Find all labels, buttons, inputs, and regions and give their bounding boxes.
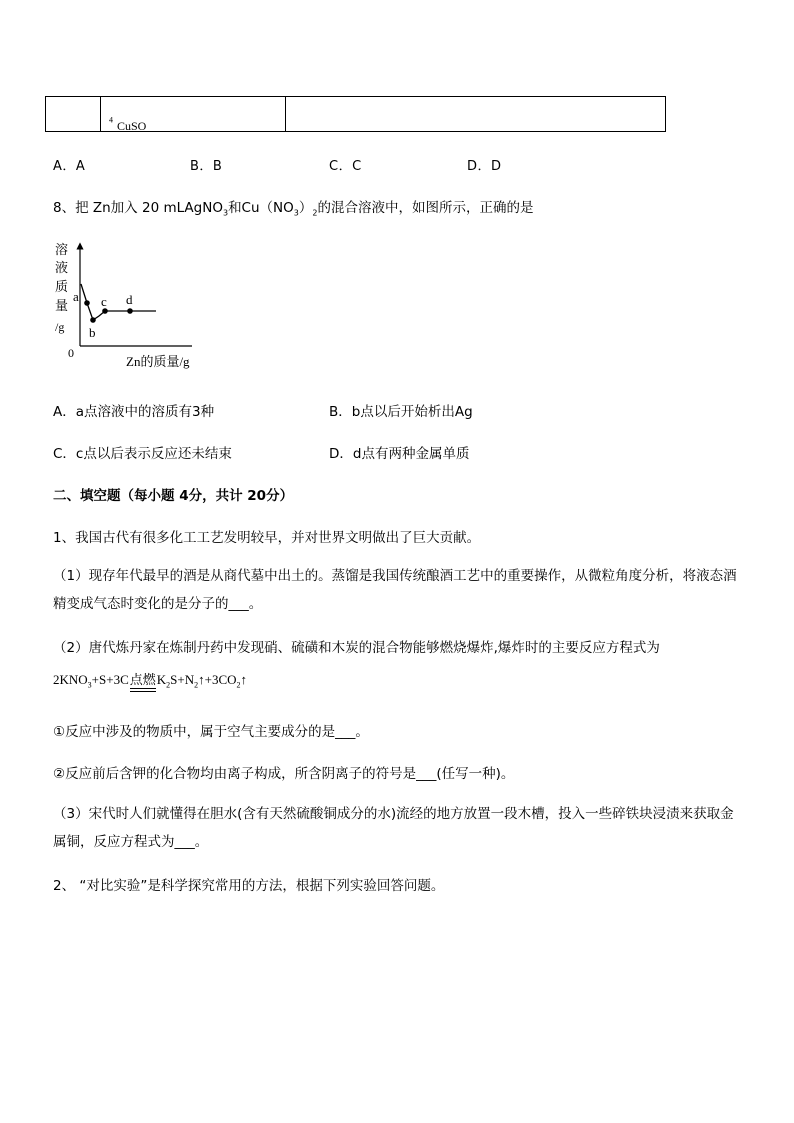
- y-axis-label-5: /g: [55, 320, 65, 334]
- q1-part3: （3）宋代时人们就懂得在胆水(含有天然硫酸铜成分的水)流经的地方放置一段木槽，投入一些碎铁块浸渍来获取金属铜，反应方程式为___。: [53, 806, 734, 850]
- q1-sub2: ②反应前后含钾的化合物均由离子构成，所含阴离子的符号是___(任写一种)。: [53, 766, 515, 782]
- q7-option-a: A．A: [53, 159, 86, 174]
- q7-option-b: B．B: [190, 159, 223, 174]
- q8-option-c: C．c点以后表示反应还未结束: [53, 446, 232, 462]
- q7-option-d: D．D: [467, 159, 502, 174]
- q7-option-c: C．C: [329, 159, 362, 174]
- q8-option-a: A．a点溶液中的溶质有3种: [53, 404, 215, 420]
- q1-sub1: ①反应中涉及的物质中，属于空气主要成分的是___。: [53, 724, 369, 740]
- table-cell-cuso4: CuSO $_4$: [101, 97, 286, 131]
- point-a: [84, 300, 90, 306]
- q8-option-d: D．d点有两种金属单质: [329, 446, 470, 462]
- y-axis-label-4: 量: [55, 298, 69, 313]
- point-d-label: d: [126, 292, 133, 307]
- solution-mass-curve: [81, 284, 156, 320]
- q1-stem: 1、我国古代有很多化工工艺发明较早，并对世界文明做出了巨大贡献。: [53, 530, 481, 546]
- point-d: [127, 308, 133, 314]
- reaction-condition: 点燃: [130, 669, 156, 689]
- y-axis-label-2: 液: [55, 260, 69, 275]
- y-axis-label-1: 溶: [55, 242, 69, 257]
- q1-part2: （2）唐代炼丹家在炼制丹药中发现硝、硫磺和木炭的混合物能够燃烧爆炸,爆炸时的主要反应方程式为: [53, 640, 660, 656]
- point-c-label: c: [101, 294, 107, 309]
- point-b-label: b: [89, 325, 96, 340]
- y-axis-label-3: 质: [55, 279, 69, 294]
- section-title: 二、填空题（每小题 4分，共计 20分）: [53, 488, 294, 504]
- table-cell-empty: [46, 97, 101, 131]
- reaction-equation: $2KNO_3+S+3C$点燃$K_2S+N_2↑+3CO_2↑$: [53, 669, 247, 690]
- origin-label: 0: [68, 346, 74, 360]
- point-b: [90, 317, 96, 323]
- q2-stem: 2、 “对比实验”是科学探究常用的方法，根据下列实验回答问题。: [53, 878, 445, 894]
- q1-part1: （1）现存年代最早的酒是从商代墓中出土的。蒸馏是我国传统酿酒工艺中的重要操作，从微粒角度分析，将液态酒精变成气态时变化的是分子的___。: [53, 568, 737, 612]
- answer-table-fragment: [45, 96, 666, 132]
- q8-graph: [50, 238, 220, 378]
- q8-option-b: B．b点以后开始析出Ag: [329, 404, 473, 420]
- x-axis-label: Zn的质量/g: [126, 354, 190, 369]
- q8-stem: 8、把 Zn加入 20 mLAgNO$_3$和$Cu(NO_3)_2$的混合溶液中，如图所示，正确的是: [53, 200, 534, 218]
- point-c: [102, 308, 108, 314]
- point-a-label: a: [73, 289, 79, 304]
